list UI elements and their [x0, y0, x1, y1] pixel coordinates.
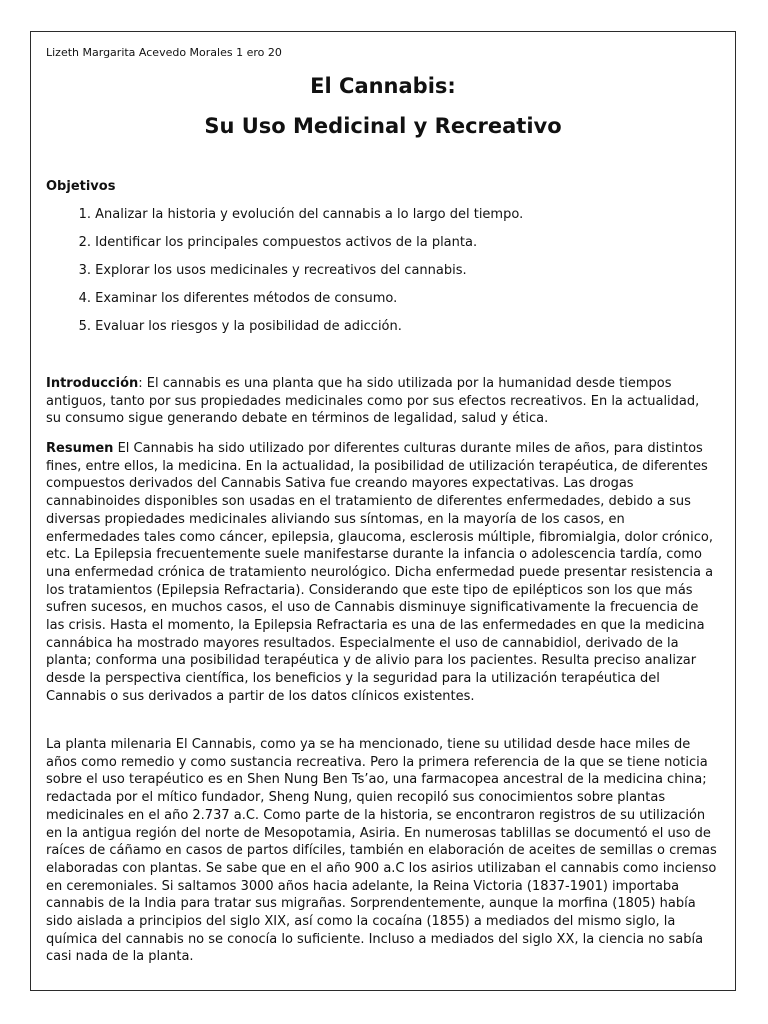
objective-number: 2. [78, 235, 91, 250]
objective-text: Analizar la historia y evolución del cannabis a lo largo del tiempo. [95, 207, 524, 222]
introduction-text: : El cannabis es una planta que ha sido utilizada por la humanidad desde tiempos antiguos, tanto por sus propiedades medicinales como por sus efectos recreativos. En la actualidad, su consumo sigue generando debate en términos de legalidad, salud y ética. [46, 376, 700, 427]
objective-text: Identificar los principales compuestos activos de la planta. [95, 235, 478, 250]
objective-item-3 [46, 262, 706, 290]
objective-item-2 [46, 234, 706, 262]
objective-number: 5. [78, 319, 91, 334]
objective-number: 3. [78, 263, 91, 278]
introduction-label: Introducción [46, 376, 139, 391]
objective-item-5 [46, 318, 706, 346]
document-page [30, 31, 736, 991]
summary-paragraph [46, 440, 718, 706]
objective-item-4 [46, 290, 706, 318]
objective-text: Explorar los usos medicinales y recreativos del cannabis. [95, 263, 467, 278]
introduction-paragraph [46, 375, 718, 428]
objective-number: 1. [78, 207, 91, 222]
document-title-line-2: Su Uso Medicinal y Recreativo [204, 114, 562, 138]
objectives-heading: Objetivos [46, 179, 116, 194]
objective-text: Examinar los diferentes métodos de consumo. [95, 291, 398, 306]
objective-number: 4. [78, 291, 91, 306]
history-paragraph: La planta milenaria El Cannabis, como ya se ha mencionado, tiene su utilidad desde hace miles de años como remedio y como sustancia recreativa. Pero la primera referencia de la que se tiene noticia sobre el uso terapéutico es en Shen Nung Ben Ts’ao, una farmacopea ancestral de la medicina china; redactada por el mítico fundador, Sheng Nung, quien recopiló sus conocimientos sobre plantas medicinales en el año 2.737 a.C. Como parte de la historia, se encontraron registros de su utilización en la antigua región del norte de Mesopotamia, Asiria. En numerosas tablillas se documentó el uso de raíces de cáñamo en casos de partos difíciles, también en elaboración de aceites de semillas o cremas elaboradas con plantas. Se sabe que en el año 900 a.C los asirios utilizaban el cannabis como incienso en ceremoniales. Si saltamos 3000 años hacia adelante, la Reina Victoria (1837-1901) importaba cannabis de la India para tratar sus migrañas. Sorprendentemente, aunque la morfina (1805) había sido aislada a principios del siglo XIX, así como la cocaína (1855) a mediados del mismo siglo, la química del cannabis no se conocía lo suficiente. Incluso a mediados del siglo XX, la ciencia no sabía casi nada de la planta. [46, 737, 717, 965]
document-title-line-1: El Cannabis: [310, 74, 456, 98]
summary-label: Resumen [46, 441, 114, 456]
objective-text: Evaluar los riesgos y la posibilidad de adicción. [95, 319, 402, 334]
summary-text: El Cannabis ha sido utilizado por diferentes culturas durante miles de años, para distintos fines, entre ellos, la medicina. En la actualidad, la posibilidad de utilización terapéutica, de diferentes compuestos derivados del Cannabis Sativa fue creando mayores expectativas. Las drogas cannabinoides disponibles son usadas en el tratamiento de diferentes enfermedades, debido a sus diversas propiedades medicinales aliviando sus síntomas, en la mayoría de los casos, en enfermedades tales como cáncer, epilepsia, glaucoma, esclerosis múltiple, fibromialgia, dolor crónico, etc. La Epilepsia frecuentemente suele manifestarse durante la infancia o adolescencia tardía, como una enfermedad crónica de tratamiento neurológico. Dicha enfermedad puede presentar resistencia a los tratamientos (Epilepsia Refractaria). Considerando que este tipo de epilépticos son los que más sufren sucesos, en muchos casos, el uso de Cannabis disminuye significativamente la frecuencia de las crisis. Hasta el momento, la Epilepsia Refractaria es una de las enfermedades en que la medicina cannábica ha mostrado mayores resultados. Especialmente el uso de cannabidiol, derivado de la planta; conforma una posibilidad terapéutica y de alivio para los pacientes. Resulta preciso analizar desde la perspectiva científica, los beneficios y la seguridad para la utilización terapéutica del Cannabis o sus derivados a partir de los datos clínicos existentes. [46, 441, 714, 704]
objective-item-1 [46, 206, 706, 234]
author-line: Lizeth Margarita Acevedo Morales 1 ero 20 [46, 46, 282, 59]
objectives-list [46, 206, 706, 346]
